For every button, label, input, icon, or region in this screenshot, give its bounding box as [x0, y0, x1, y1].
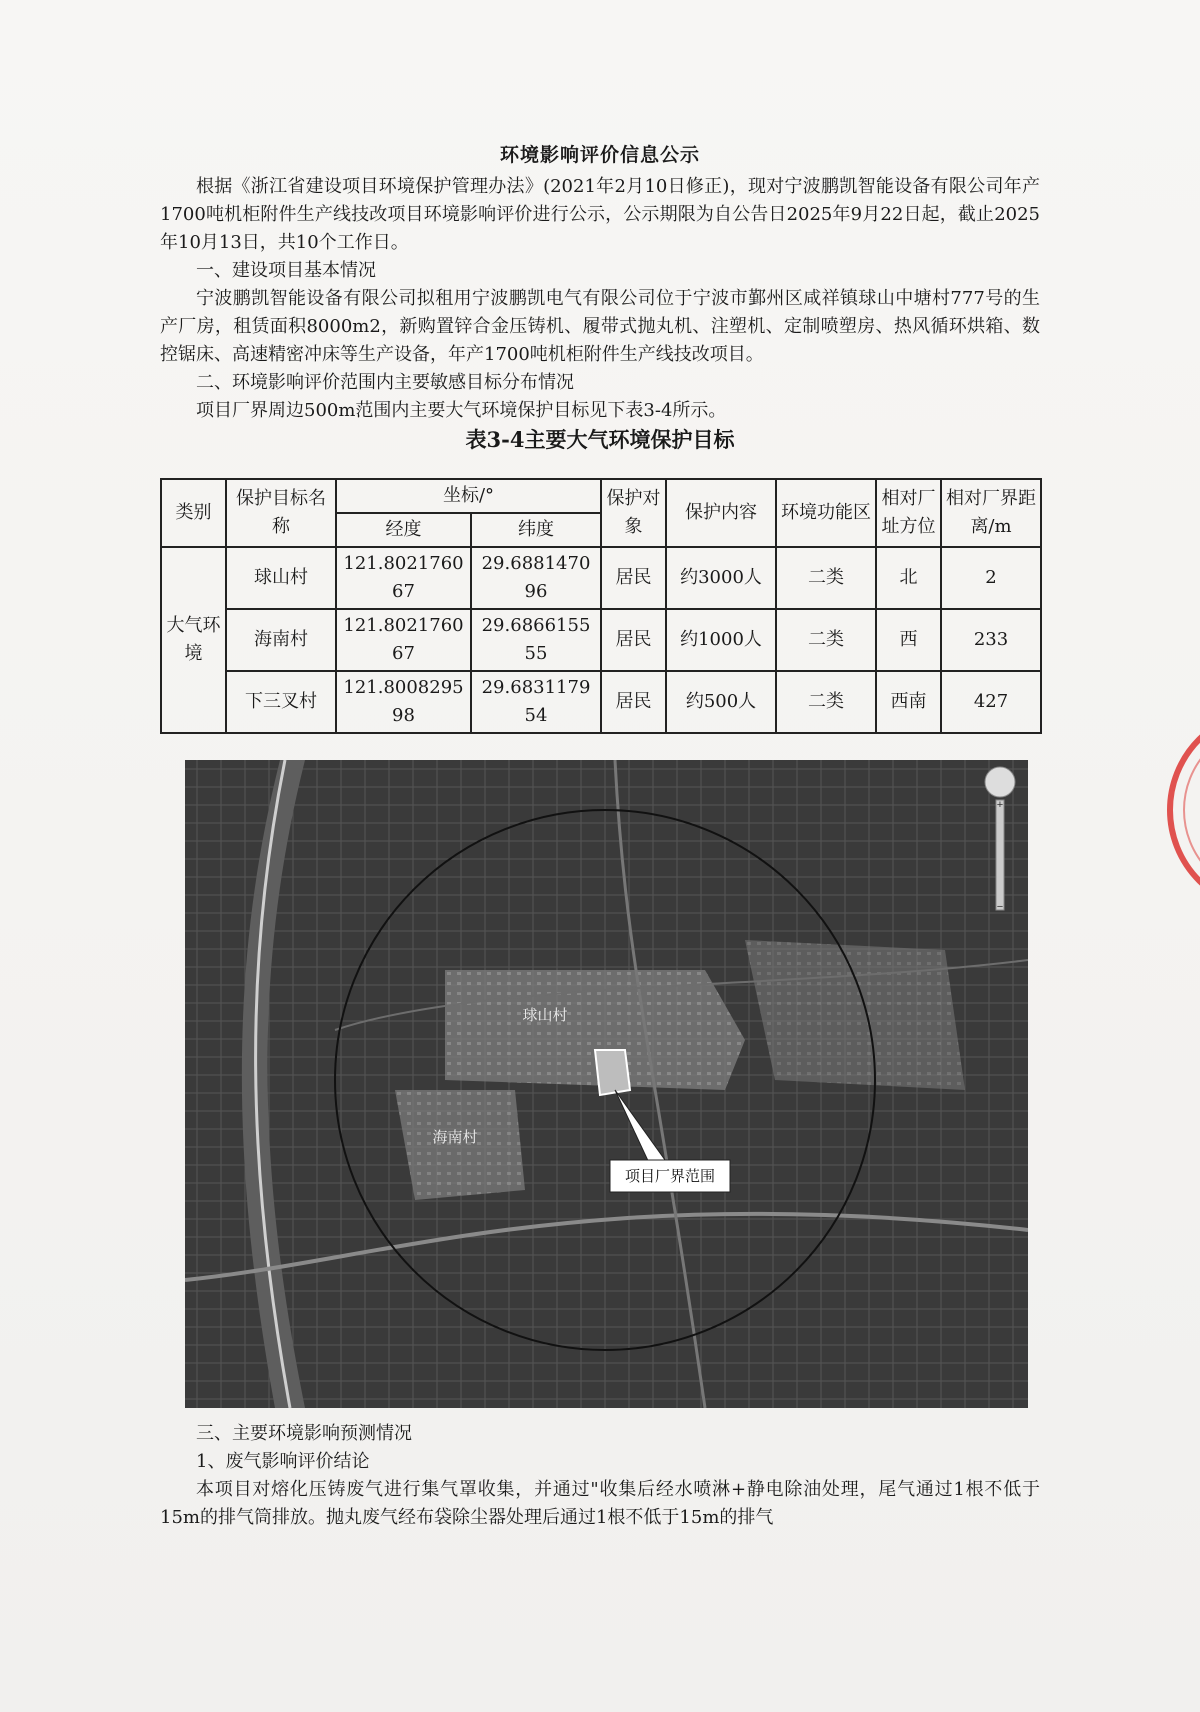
table-row	[161, 671, 1041, 733]
object-cell: 居民	[601, 609, 666, 671]
table-caption: 表3-4主要大气环境保护目标	[465, 427, 735, 452]
target-name-cell: 下三叉村	[226, 671, 336, 733]
company-seal	[1120, 690, 1200, 930]
distance-cell: 427	[941, 671, 1041, 733]
distance-cell: 233	[941, 609, 1041, 671]
protection-targets-table	[160, 478, 1042, 734]
intro-paragraph: 根据《浙江省建设项目环境保护管理办法》(2021年2月10日修正)，现对宁波鹏凯智能设备有限公司年产1700吨机柜附件生产线技改项目环境影响评价进行公示，公示期限为自公告日2025年9月22日起，截止2025年10月13日，共10个工作日。	[160, 176, 1040, 253]
zone-cell: 二类	[776, 609, 876, 671]
section1-heading: 一、建设项目基本情况	[196, 260, 376, 281]
section2-paragraph: 项目厂界周边500m范围内主要大气环境保护目标见下表3-4所示。	[196, 400, 727, 421]
object-cell: 居民	[601, 547, 666, 609]
direction-cell: 西南	[876, 671, 941, 733]
table-row	[161, 609, 1041, 671]
header-direction: 相对厂址方位	[876, 479, 941, 547]
section3	[160, 1420, 1040, 1532]
header-target-name: 保护目标名称	[226, 479, 336, 547]
direction-cell: 北	[876, 547, 941, 609]
document-body	[160, 140, 1040, 455]
direction-cell: 西	[876, 609, 941, 671]
qiushan-map-label: 球山村	[522, 1007, 568, 1024]
zoom-slider[interactable]	[996, 800, 1004, 910]
header-object: 保护对象	[601, 479, 666, 547]
east-village-area	[745, 940, 965, 1090]
pan-control[interactable]	[985, 767, 1015, 797]
longitude-cell: 121.800829598	[336, 671, 471, 733]
header-longitude: 经度	[336, 513, 471, 547]
header-zone: 环境功能区	[776, 479, 876, 547]
section3-heading: 三、主要环境影响预测情况	[196, 1423, 412, 1444]
zone-cell: 二类	[776, 671, 876, 733]
project-site-outline	[595, 1050, 630, 1095]
section1-paragraph: 宁波鹏凯智能设备有限公司拟租用宁波鹏凯电气有限公司位于宁波市鄞州区咸祥镇球山中塘村777号的生产厂房，租赁面积8000m2，新购置锌合金压铸机、履带式抛丸机、注塑机、定制喷塑房、热风循环烘箱、数控锯床、高速精密冲床等生产设备，年产1700吨机柜附件生产线技改项目。	[160, 288, 1040, 365]
qiushan-village-area	[445, 970, 745, 1090]
table-row	[161, 547, 1041, 609]
zoom-in-icon[interactable]: +	[996, 799, 1004, 811]
header-latitude: 纬度	[471, 513, 601, 547]
content-cell: 约500人	[666, 671, 776, 733]
latitude-cell: 29.688147096	[471, 547, 601, 609]
document-title: 环境影响评价信息公示	[499, 144, 700, 166]
category-cell: 大气环境	[161, 547, 226, 733]
zoom-out-icon[interactable]: −	[996, 901, 1004, 913]
header-coordinates: 坐标/°	[336, 479, 601, 513]
distance-cell: 2	[941, 547, 1041, 609]
section3-paragraph: 本项目对熔化压铸废气进行集气罩收集，并通过"收集后经水喷淋+静电除油处理，尾气通过1根不低于15m的排气筒排放。抛丸废气经布袋除尘器处理后通过1根不低于15m的排气	[160, 1479, 1040, 1528]
header-distance: 相对厂界距离/m	[941, 479, 1041, 547]
header-content: 保护内容	[666, 479, 776, 547]
hainan-map-label: 海南村	[432, 1129, 478, 1146]
satellite-map	[185, 760, 1028, 1408]
section2-heading: 二、环境影响评价范围内主要敏感目标分布情况	[196, 372, 574, 393]
longitude-cell: 121.802176067	[336, 609, 471, 671]
zone-cell: 二类	[776, 547, 876, 609]
map-svg	[185, 760, 1028, 1408]
longitude-cell: 121.802176067	[336, 547, 471, 609]
object-cell: 居民	[601, 671, 666, 733]
content-cell: 约1000人	[666, 609, 776, 671]
section3-subheading: 1、废气影响评价结论	[196, 1451, 370, 1472]
table-header-row	[161, 479, 1041, 513]
latitude-cell: 29.686615555	[471, 609, 601, 671]
header-category: 类别	[161, 479, 226, 547]
latitude-cell: 29.683117954	[471, 671, 601, 733]
target-name-cell: 海南村	[226, 609, 336, 671]
content-cell: 约3000人	[666, 547, 776, 609]
callout-label: 项目厂界范围	[624, 1168, 716, 1185]
target-name-cell: 球山村	[226, 547, 336, 609]
